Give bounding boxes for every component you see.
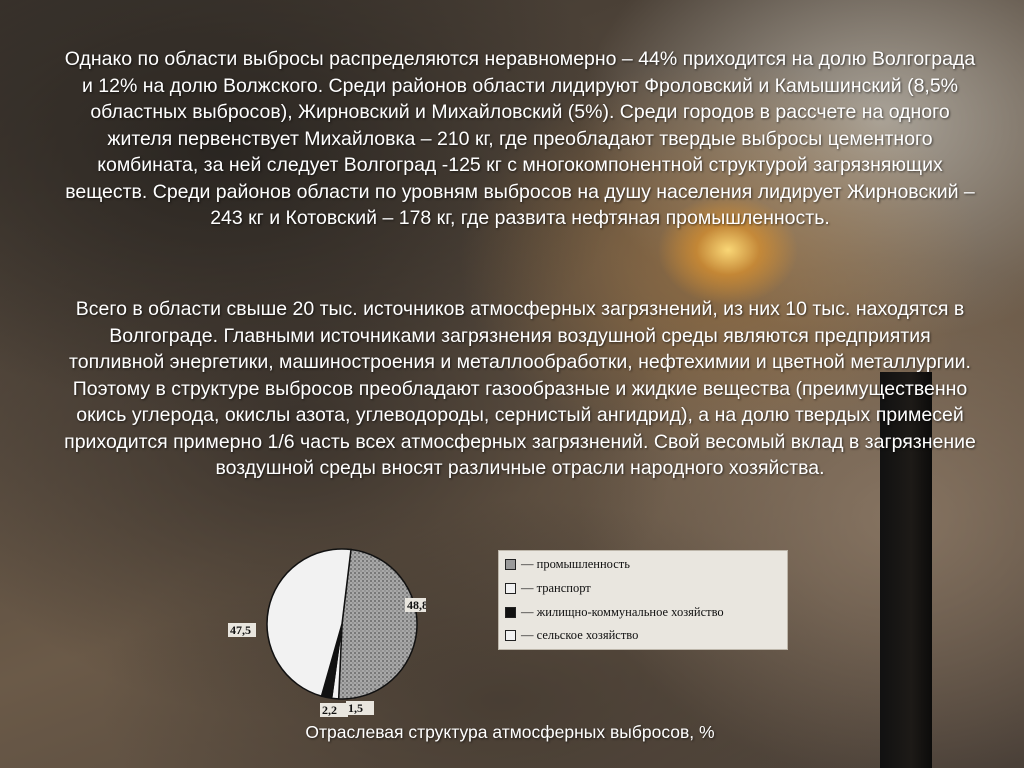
legend-label-housing: — жилищно-коммунальное хозяйство — [521, 604, 724, 619]
legend-swatch-transport — [505, 583, 516, 594]
paragraph-2-text: Всего в области свыше 20 тыс. источников атмосферных загрязнений, из них 10 тыс. находятся в Волгограде. Главными источниками загрязнения воздушной среды являются предприятия топливной энергетики, машиностроения и металлообработки, нефтехимии и цветной металлургии. Поэтому в структуре выбросов преобладают газообразные и жидкие вещества (преимущественно окись углерода, окислы азота, углеводороды, сернистый ангидрид), а на долю твердых примесей приходится примерно 1/6 часть всех атмосферных загрязнений. Свой весомый вклад в загрязнение воздушной среды вносят различные отрасли народного хозяйства. — [64, 298, 976, 479]
legend-item-agriculture — [505, 626, 638, 644]
legend-label-transport: — транспорт — [521, 580, 591, 595]
pie-chart — [226, 548, 426, 728]
paragraph-regional-emissions — [60, 46, 980, 232]
pie-label-agriculture: 1,5 — [348, 701, 363, 715]
pie-slice-industry — [339, 550, 417, 699]
legend-item-transport — [505, 579, 591, 597]
pie-label-industry: 48,8 — [407, 598, 426, 612]
paragraph-1-text: Однако по области выбросы распределяются неравномерно – 44% приходится на долю Волгограда и 12% на долю Волжского. Среди районов области лидируют Фроловский и Камышинский (8,5% областных выбросов), Жирновский и Михайловский (5%). Среди городов в рассчете на одного жителя первенствует Михайловка – 210 кг, где преобладают твердые выбросы цементного комбината, за ней следует Волгоград -125 кг с многокомпонентной структурой загрязняющих веществ. Среди районов области по уровням выбросов на душу населения лидирует Жирновский – 243 кг и Котовский – 178 кг, где развита нефтяная промышленность. — [64, 48, 976, 229]
chart-caption: Отраслевая структура атмосферных выбросов, % — [305, 722, 715, 742]
legend-item-housing — [505, 603, 724, 621]
legend-swatch-housing — [505, 607, 516, 618]
legend-item-industry — [505, 555, 630, 573]
legend-label-agriculture: — сельское хозяйство — [521, 627, 639, 642]
pie-label-transport: 47,5 — [230, 623, 251, 637]
legend-label-industry: — промышленность — [521, 556, 630, 571]
legend-swatch-industry — [505, 559, 516, 570]
pie-chart-container — [226, 548, 426, 728]
chart-legend — [498, 550, 788, 650]
legend-swatch-agriculture — [505, 630, 516, 641]
paragraph-emission-sources — [60, 296, 980, 482]
pie-label-housing: 2,2 — [322, 703, 337, 717]
